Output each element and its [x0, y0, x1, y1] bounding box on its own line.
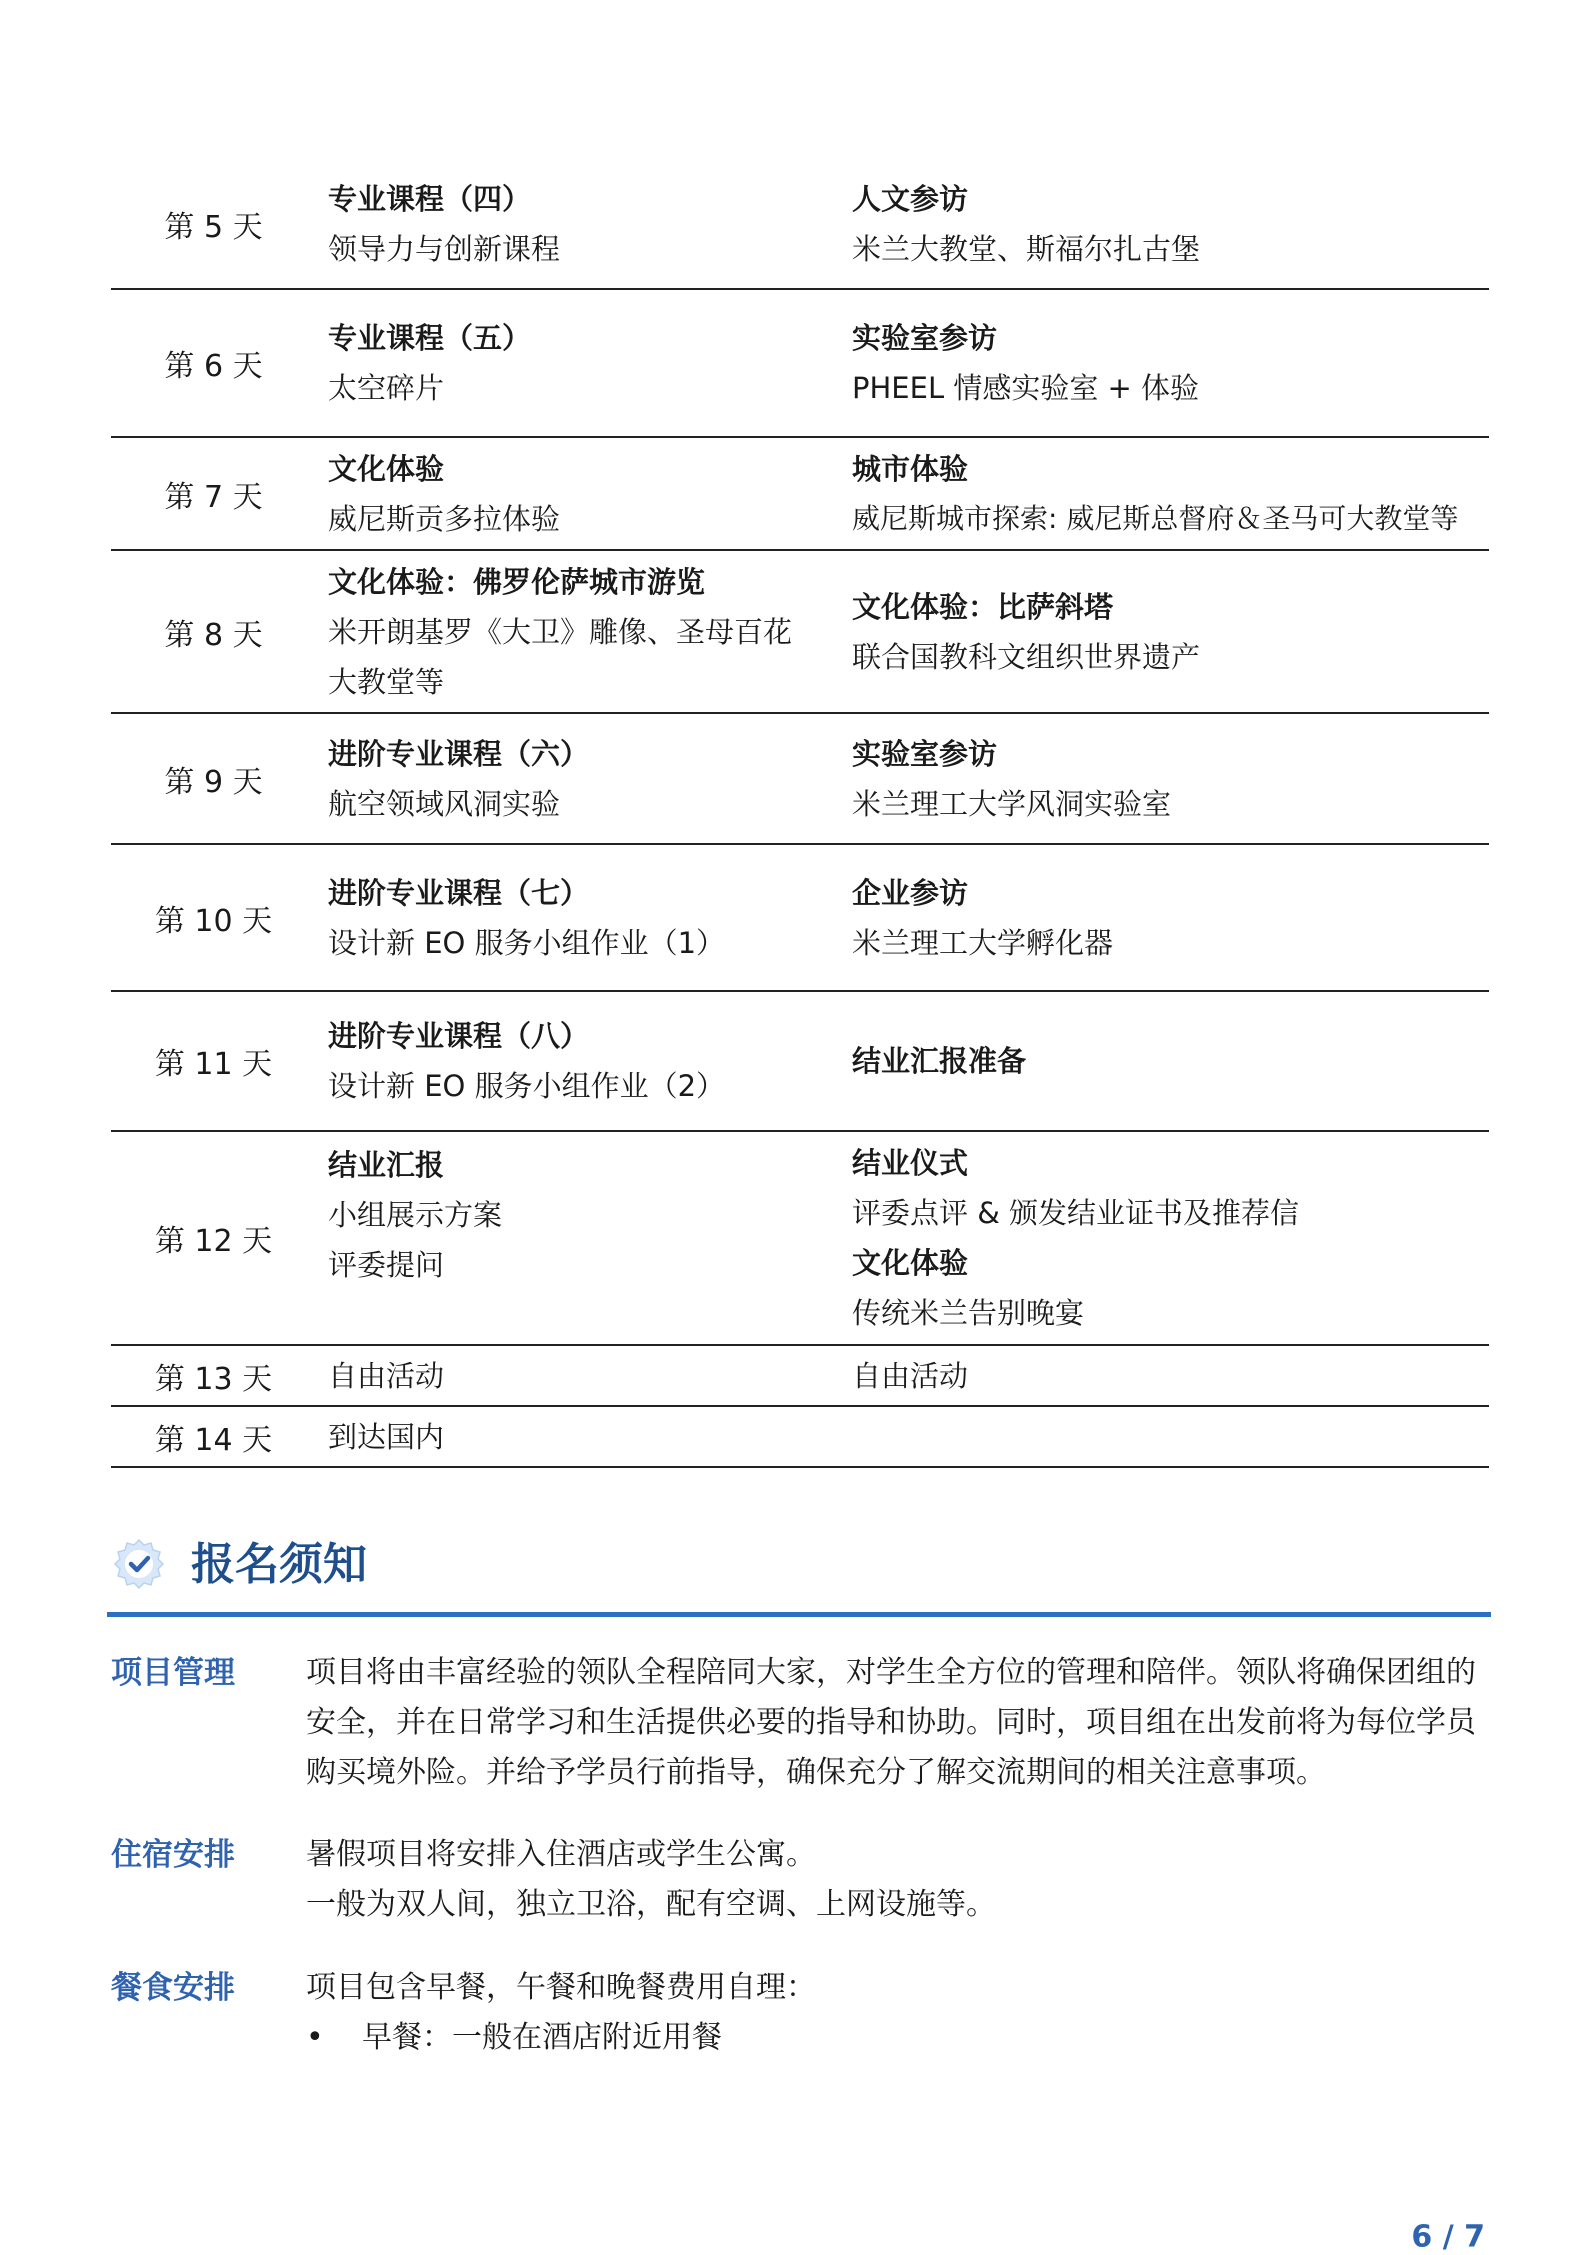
morning-cell	[328, 551, 848, 712]
table-row	[111, 438, 1489, 551]
section-title: 报名须知	[191, 1539, 367, 1590]
activity-title: 人文参访	[852, 182, 969, 216]
page-number: 6 / 7	[1411, 2219, 1485, 2255]
course-detail: 米开朗基罗《大卫》雕像、圣母百花大教堂等	[328, 614, 793, 699]
activity-detail: 威尼斯城市探索: 威尼斯总督府＆圣马可大教堂等	[852, 501, 1459, 535]
day-label: 第 9 天	[164, 764, 263, 800]
day-label: 第 8 天	[164, 617, 263, 653]
morning-cell	[328, 992, 848, 1130]
course-title: 文化体验：佛罗伦萨城市游览	[328, 564, 706, 599]
notice-line: 暑假项目将安排入住酒店或学生公寓。	[306, 1837, 816, 1872]
notice-body	[306, 1648, 1486, 1798]
course-title: 专业课程（四）	[328, 182, 532, 216]
table-row	[111, 845, 1489, 992]
morning-cell	[328, 1407, 848, 1466]
activity-detail: 米兰理工大学孵化器	[852, 925, 1114, 960]
morning-cell	[328, 438, 848, 549]
course-title: 文化体验	[328, 451, 445, 486]
course-detail: 航空领域风洞实验	[328, 786, 561, 821]
activity-detail: 评委点评 & 颁发结业证书及推荐信	[852, 1196, 1300, 1230]
course-detail: 太空碎片	[328, 371, 445, 405]
activity-detail: 联合国教科文组织世界遗产	[852, 639, 1201, 674]
morning-cell	[328, 714, 848, 843]
table-row	[111, 714, 1489, 845]
notice-line: 项目将由丰富经验的领队全程陪同大家，对学生全方位的管理和陪伴。领队将确保团组的	[306, 1655, 1476, 1690]
afternoon-cell	[852, 992, 1492, 1130]
morning-cell	[328, 1132, 848, 1344]
course-title: 进阶专业课程（六）	[328, 736, 590, 771]
notice-body	[306, 1830, 1486, 1930]
notice-label: 住宿安排	[111, 1837, 235, 1873]
activity-title: 结业仪式	[852, 1146, 969, 1180]
afternoon-cell	[852, 714, 1492, 843]
day-label: 第 6 天	[164, 349, 263, 384]
bullet-icon: •	[306, 2020, 324, 2055]
table-row	[111, 290, 1489, 438]
activity-detail: 米兰大教堂、斯福尔扎古堡	[852, 232, 1201, 266]
activity-title: 结业汇报准备	[852, 1044, 1027, 1078]
notice-line: 安全，并在日常学习和生活提供必要的指导和协助。同时，项目组在出发前将为每位学员	[306, 1705, 1476, 1740]
activity-detail: PHEEL 情感实验室 + 体验	[852, 371, 1200, 405]
activity-detail: 自由活动	[852, 1358, 969, 1393]
notice-body	[306, 1963, 1486, 2063]
day-label: 第 13 天	[154, 1361, 273, 1397]
afternoon-cell	[852, 1346, 1492, 1405]
course-title: 结业汇报	[328, 1148, 445, 1182]
notice-label: 项目管理	[111, 1655, 235, 1691]
activity-title: 文化体验	[852, 1246, 969, 1280]
notice-line: 购买境外险。并给予学员行前指导，确保充分了解交流期间的相关注意事项。	[306, 1755, 1326, 1790]
table-row	[111, 1132, 1489, 1346]
section-heading	[111, 1530, 1491, 1600]
notice-line: 项目包含早餐，午餐和晚餐费用自理：	[306, 1970, 816, 2005]
activity-title: 实验室参访	[852, 321, 998, 355]
activity-detail: 米兰理工大学风洞实验室	[852, 786, 1172, 821]
course-detail: 设计新 EO 服务小组作业（2）	[328, 1069, 726, 1103]
course-detail: 领导力与创新课程	[328, 232, 561, 266]
day-label: 第 5 天	[164, 210, 263, 245]
activity-title: 文化体验：比萨斜塔	[852, 589, 1114, 624]
course-title: 专业课程（五）	[328, 321, 532, 355]
activity-title: 实验室参访	[852, 736, 998, 771]
table-row	[111, 1346, 1489, 1407]
activity-detail: 到达国内	[328, 1419, 445, 1454]
afternoon-cell	[852, 1407, 1492, 1466]
list-item	[306, 2013, 1486, 2063]
list-item-text: 早餐：一般在酒店附近用餐	[362, 2020, 722, 2055]
course-detail: 小组展示方案	[328, 1198, 503, 1232]
notice-label: 餐食安排	[111, 1970, 235, 2006]
section-divider	[107, 1612, 1491, 1617]
course-detail: 设计新 EO 服务小组作业（1）	[328, 925, 726, 960]
activity-detail: 传统米兰告别晚宴	[852, 1296, 1085, 1330]
day-label: 第 7 天	[164, 479, 263, 515]
day-label: 第 10 天	[154, 903, 273, 939]
activity-title: 城市体验	[852, 451, 969, 486]
course-title: 进阶专业课程（八）	[328, 1019, 590, 1053]
afternoon-cell	[852, 551, 1492, 712]
table-row	[111, 1407, 1489, 1468]
morning-cell	[328, 1346, 848, 1405]
schedule-table	[111, 160, 1489, 1468]
course-title: 进阶专业课程（七）	[328, 875, 590, 910]
day-label: 第 12 天	[154, 1224, 273, 1259]
afternoon-cell	[852, 438, 1492, 549]
activity-title: 企业参访	[852, 875, 969, 910]
course-detail: 威尼斯贡多拉体验	[328, 501, 561, 536]
afternoon-cell	[852, 160, 1492, 288]
check-badge-icon	[111, 1536, 167, 1592]
afternoon-cell	[852, 845, 1492, 990]
day-label: 第 11 天	[154, 1047, 273, 1082]
table-row	[111, 992, 1489, 1132]
morning-cell	[328, 290, 848, 436]
notice-line: 一般为双人间，独立卫浴，配有空调、上网设施等。	[306, 1887, 996, 1922]
afternoon-cell	[852, 290, 1492, 436]
activity-detail: 自由活动	[328, 1358, 445, 1393]
day-label: 第 14 天	[154, 1422, 273, 1458]
course-detail: 评委提问	[328, 1248, 445, 1282]
afternoon-cell	[852, 1132, 1492, 1344]
table-row	[111, 160, 1489, 290]
table-row	[111, 551, 1489, 714]
morning-cell	[328, 845, 848, 990]
morning-cell	[328, 160, 848, 288]
